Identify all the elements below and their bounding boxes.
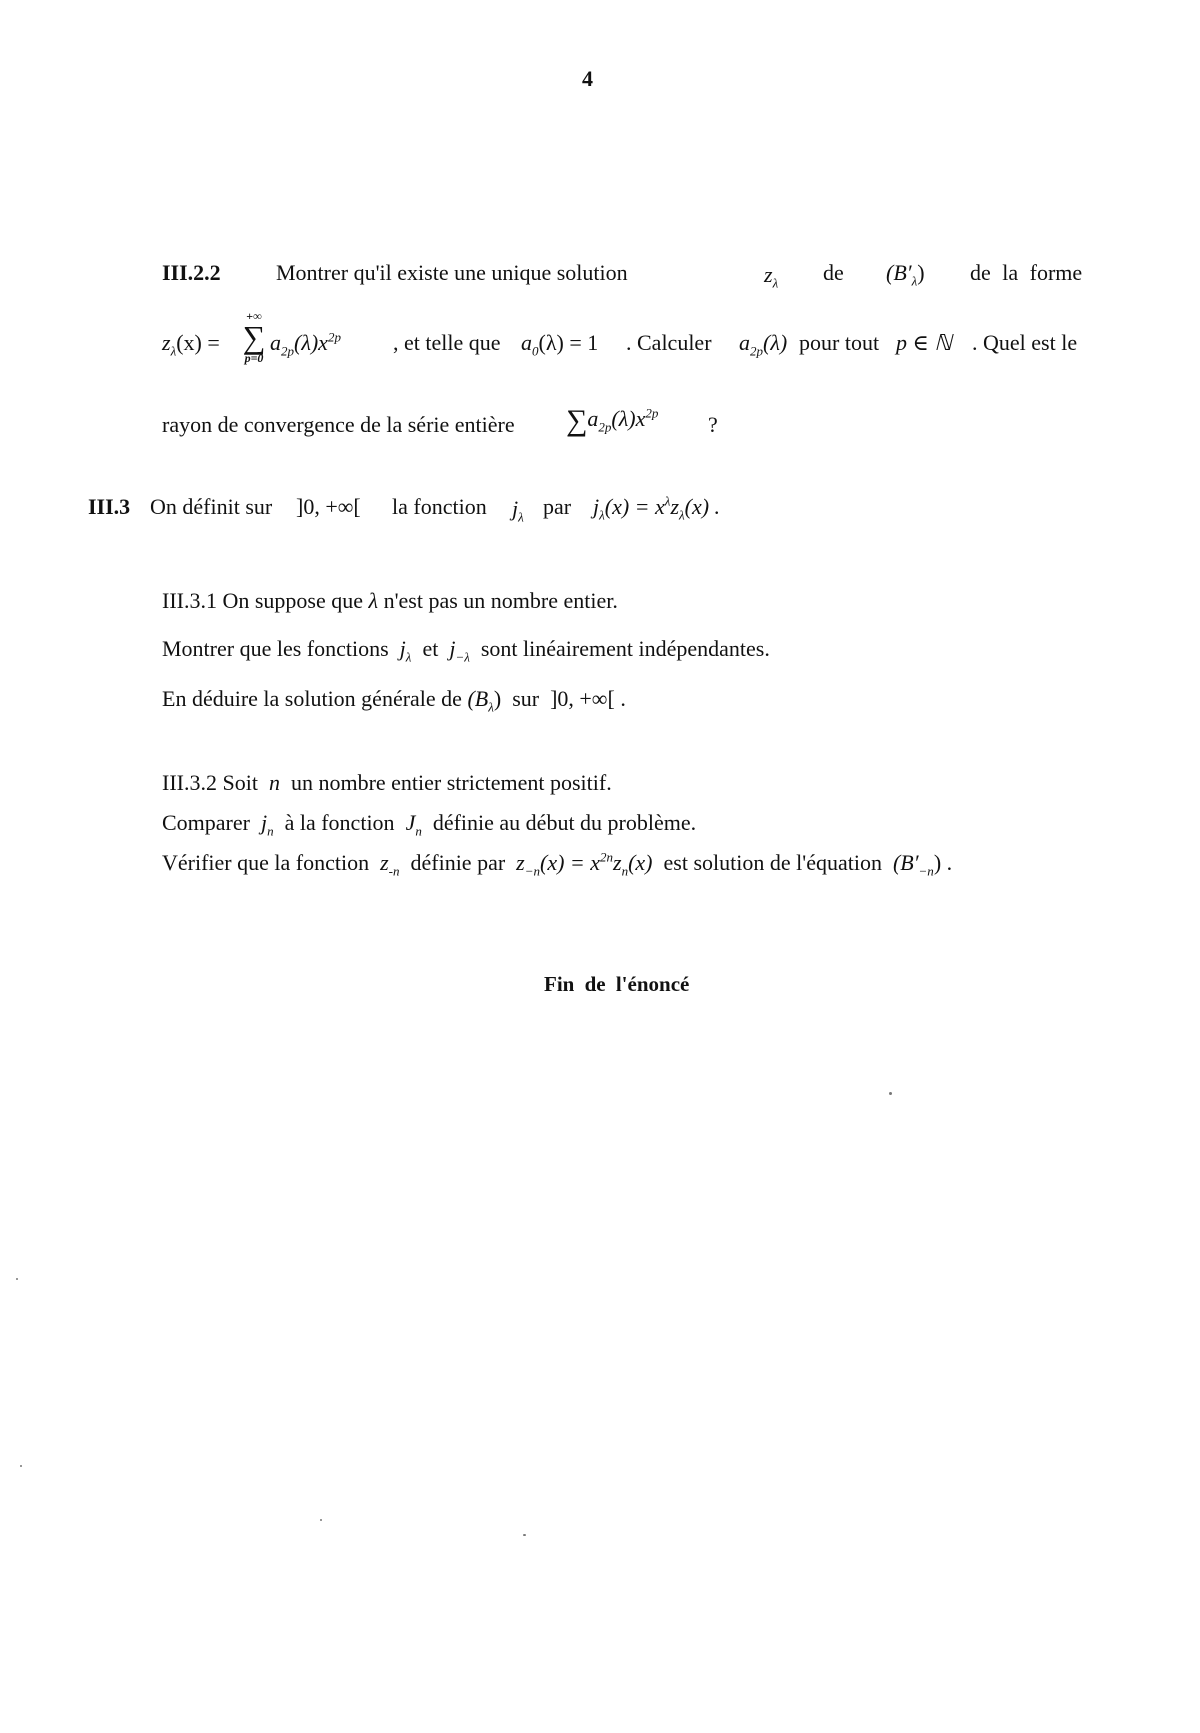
math-subscript: λ <box>911 273 918 289</box>
math-symbol: (x) = x <box>540 850 601 875</box>
text-entier-positif: un nombre entier strictement positif. <box>290 770 612 795</box>
text-soit: Soit <box>222 770 258 795</box>
math-superscript: λ <box>664 493 671 509</box>
math-symbol: J <box>405 810 416 835</box>
section-iii-3-heading <box>88 496 130 518</box>
math-symbol: a <box>270 330 281 355</box>
math-subscript: λ <box>518 509 524 525</box>
math-symbol: j <box>512 496 519 521</box>
math-subscript: n <box>415 823 422 839</box>
text-on-definit-sur: On définit sur <box>150 494 273 519</box>
math-symbol: j <box>260 810 268 835</box>
section-iii-3-2-line-3 <box>162 849 953 879</box>
text-pour-tout: pour tout <box>799 330 880 355</box>
scan-speck <box>16 1278 18 1280</box>
math-a2p-lambda <box>739 330 788 359</box>
math-subscript: λ <box>405 649 412 665</box>
text-a-la-fonction: à la fonction <box>284 810 395 835</box>
math-symbol: (B′ <box>892 850 919 875</box>
math-symbol: a <box>587 406 599 431</box>
sum-upper-limit: +∞ <box>246 309 262 323</box>
math-symbol: ) . <box>933 850 953 875</box>
math-symbol: j <box>449 636 456 661</box>
math-symbol: z <box>380 850 389 875</box>
math-interval: ]0, +∞[ <box>296 494 361 519</box>
math-subscript: −n <box>524 863 540 879</box>
math-z-minus-n <box>380 850 400 879</box>
math-superscript: 2p <box>645 405 659 421</box>
math-subscript: λ <box>170 343 177 359</box>
text-lineairement-independantes: sont linéairement indépendantes. <box>480 636 770 661</box>
math-symbol: z <box>670 494 679 519</box>
text-nest-pas-entier: n'est pas un nombre entier. <box>383 588 618 613</box>
math-symbol: ) <box>493 686 502 711</box>
scan-speck <box>523 1534 526 1536</box>
math-subscript: 2p <box>281 343 294 359</box>
text-definie-au-debut: définie au début du problème. <box>432 810 697 835</box>
sum-symbol: ∑ <box>242 319 266 355</box>
text-par: par <box>543 494 572 519</box>
math-interval: ]0, +∞[ . <box>550 686 626 711</box>
math-b-prime-minus-n <box>892 850 953 879</box>
math-z-lambda <box>764 262 779 291</box>
math-n: n <box>268 770 280 795</box>
math-subscript: λ <box>488 699 494 715</box>
math-z-minus-n-definition <box>516 849 653 879</box>
section-iii-3-2-line-2 <box>162 810 697 839</box>
math-symbol: j <box>399 636 406 661</box>
scan-speck <box>320 1519 322 1521</box>
math-symbol: a <box>521 330 532 355</box>
math-subscript: −n <box>918 863 934 879</box>
text-est-solution: est solution de l'équation <box>663 850 882 875</box>
math-lambda: λ <box>368 588 379 613</box>
math-superscript: 2n <box>600 849 614 865</box>
math-symbol: z <box>613 850 622 875</box>
math-symbol: a <box>739 330 750 355</box>
summation <box>240 310 268 364</box>
section-number: III.3.2 <box>162 770 217 795</box>
section-iii-3-1-line-2 <box>162 636 770 665</box>
text-line: Montrer qu'il existe une unique solution <box>276 260 628 285</box>
math-subscript: 2p <box>750 343 763 359</box>
math-symbol: (x) = x <box>604 494 665 519</box>
math-b-lambda <box>467 686 502 715</box>
math-series-term <box>270 329 341 359</box>
math-j-lambda <box>399 636 412 665</box>
section-iii-3-1-line-1 <box>162 590 618 612</box>
text-on-suppose-que: On suppose que <box>222 588 364 613</box>
math-subscript: 0 <box>532 343 539 359</box>
math-superscript: 2p <box>327 329 341 345</box>
section-number: III.3.1 <box>162 588 217 613</box>
math-subscript: n <box>267 823 274 839</box>
math-z-lambda-of-x <box>162 330 220 359</box>
math-symbol: (λ)x <box>294 330 328 355</box>
text-calculer: . Calculer <box>626 330 712 355</box>
math-symbol: (λ)x <box>611 406 646 431</box>
end-of-statement-title: Fin de l'énoncé <box>544 972 690 996</box>
text-de-la-forme: de la forme <box>970 260 1083 285</box>
scan-speck <box>889 1092 892 1095</box>
section-number: III.2.2 <box>162 260 221 285</box>
sum-symbol: ∑ <box>566 404 588 437</box>
math-subscript: λ <box>679 507 685 523</box>
section-number: III.3 <box>88 494 131 519</box>
math-j-minus-lambda <box>449 636 470 665</box>
text-et: et <box>422 636 439 661</box>
math-symbol: (x) <box>628 850 653 875</box>
math-subscript: λ <box>599 507 605 523</box>
math-subscript: n <box>621 863 629 879</box>
math-j-n <box>260 810 274 839</box>
math-subscript: −λ <box>455 649 470 665</box>
math-subscript: -n <box>388 863 400 879</box>
math-a0-equals-1 <box>521 330 599 359</box>
text-definie-par: définie par <box>410 850 506 875</box>
math-j-lambda <box>512 496 524 525</box>
math-symbol: (B <box>467 686 489 711</box>
math-symbol: z <box>764 262 773 287</box>
section-iii-2-2-heading <box>162 262 221 284</box>
text-verifier-que: Vérifier que la fonction <box>162 850 370 875</box>
text-question-mark: ? <box>708 412 718 437</box>
math-symbol: z <box>162 330 171 355</box>
text-et-telle-que: , et telle que <box>393 330 501 355</box>
text-montrer-que: Montrer que les fonctions <box>162 636 389 661</box>
math-symbol: ) <box>917 260 925 285</box>
math-symbol: z <box>516 850 525 875</box>
text-rayon-de-convergence: rayon de convergence de la série entière <box>162 412 515 437</box>
text-la-fonction: la fonction <box>392 494 487 519</box>
math-symbol: (x) = <box>176 330 220 355</box>
math-p-in-n: p ∈ ℕ <box>896 330 952 355</box>
math-subscript: 2p <box>598 419 612 435</box>
math-power-series <box>566 406 658 436</box>
section-iii-3-2-line-1 <box>162 772 612 794</box>
sum-lower-limit: p=0 <box>244 351 264 365</box>
section-iii-3-1-line-3 <box>162 686 626 715</box>
math-j-lambda-definition <box>593 493 721 523</box>
scan-speck <box>20 1465 22 1467</box>
text-en-deduire: En déduire la solution générale de <box>162 686 462 711</box>
math-symbol: j <box>593 494 600 519</box>
page-number: 4 <box>582 66 593 91</box>
math-symbol: (B′ <box>886 260 912 285</box>
text-de: de <box>823 260 844 285</box>
text-comparer: Comparer <box>162 810 250 835</box>
text-sur: sur <box>512 686 540 711</box>
math-b-prime-lambda <box>886 260 925 289</box>
math-subscript: λ <box>772 275 779 291</box>
text-quel-est-le: . Quel est le <box>972 330 1078 355</box>
math-bessel-j-n <box>405 810 422 839</box>
math-symbol: (λ) <box>763 330 788 355</box>
math-symbol: (x) . <box>684 494 721 519</box>
math-symbol: (λ) = 1 <box>538 330 599 355</box>
